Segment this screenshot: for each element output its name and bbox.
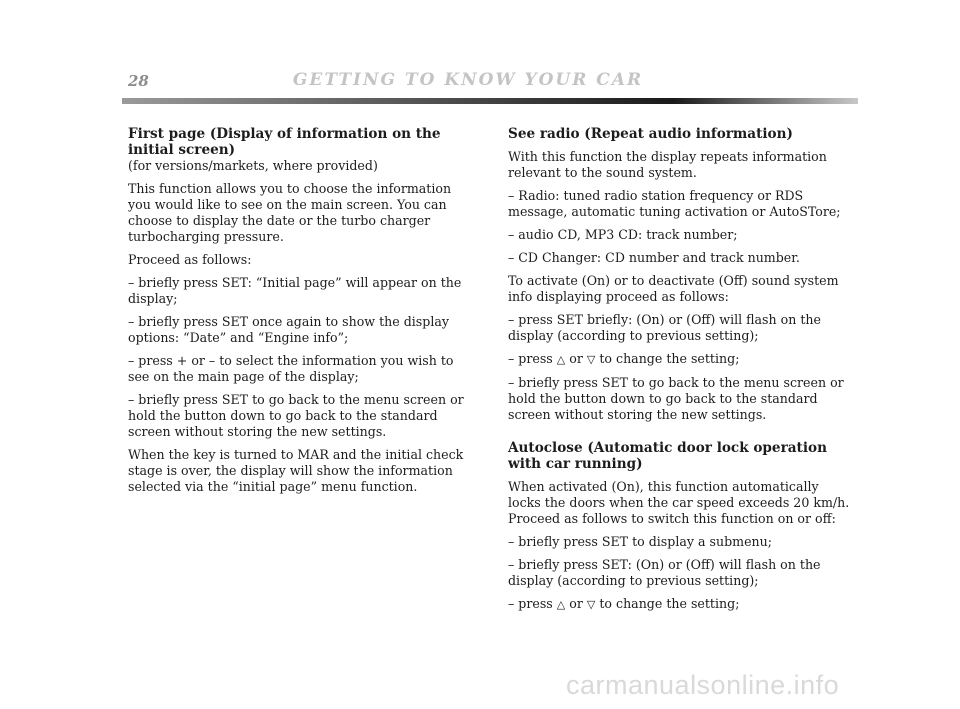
list-item: – briefly press SET to display a submenu; (508, 534, 772, 549)
section-gap (508, 430, 852, 440)
watermark-text: carmanualsonline.info (566, 670, 840, 700)
press-suffix: to change the setting; (599, 351, 740, 366)
up-triangle-icon: △ (556, 598, 566, 611)
press-prefix: – press (508, 351, 553, 366)
paragraph: With this function the display repeats information relevant to the sound system. (508, 149, 827, 180)
paragraph: When the key is turned to MAR and the initial check stage is over, the display will show the information selected via the “initial page” menu function. (128, 447, 464, 494)
paragraph: Proceed as follows to switch this function on or off: (508, 511, 836, 526)
heading-gap (508, 472, 852, 479)
or-word: or (569, 596, 583, 611)
list-item: – press + or – to select the information you wish to see on the main page of the display; (128, 353, 454, 384)
left-column (128, 126, 472, 502)
paragraph: This function allows you to choose the information you would like to see on the main screen. You can choose to display the date or the turbo charger turbocharging pressure. (128, 181, 452, 244)
list-item: – Radio: tuned radio station frequency or RDS message, automatic tuning activation or AutoSTore; (508, 188, 841, 219)
list-item: – briefly press SET: (On) or (Off) will flash on the display (according to previous setting); (508, 557, 821, 588)
or-word: or (569, 351, 583, 366)
up-triangle-icon: △ (556, 353, 566, 366)
section-heading-autoclose: Autoclose (Automatic door lock operation with car running) (508, 440, 827, 472)
down-triangle-icon: ▽ (586, 353, 596, 366)
list-item-press-arrows (508, 351, 852, 368)
list-item: – briefly press SET to go back to the menu screen or hold the button down to go back to the standard screen without storing the new settings. (128, 392, 464, 439)
section-subheading: (for versions/markets, where provided) (128, 158, 378, 173)
paragraph: To activate (On) or to deactivate (Off) sound system info displaying proceed as follows: (508, 273, 839, 304)
page-number: 28 (128, 72, 149, 90)
section-heading-first-page: First page (Display of information on the initial screen) (128, 126, 441, 158)
list-item: – press SET briefly: (On) or (Off) will flash on the display (according to previous setting); (508, 312, 821, 343)
list-item: – CD Changer: CD number and track number. (508, 250, 800, 265)
list-item: – audio CD, MP3 CD: track number; (508, 227, 738, 242)
press-prefix: – press (508, 596, 553, 611)
section-heading-see-radio: See radio (Repeat audio information) (508, 126, 793, 142)
right-column (508, 126, 852, 620)
list-item-press-arrows (508, 596, 852, 613)
list-item: – briefly press SET to go back to the menu screen or hold the button down to go back to the standard screen without storing the new settings. (508, 375, 844, 422)
paragraph: Proceed as follows: (128, 252, 252, 267)
list-item: – briefly press SET once again to show the display options: “Date” and “Engine info”; (128, 314, 449, 345)
running-header: GETTING TO KNOW YOUR CAR (292, 70, 644, 90)
header-rule (122, 98, 858, 104)
paragraph: When activated (On), this function automatically locks the doors when the car speed exceeds 20 km/h. (508, 479, 850, 510)
down-triangle-icon: ▽ (586, 598, 596, 611)
list-item: – briefly press SET: “Initial page” will appear on the display; (128, 275, 462, 306)
press-suffix: to change the setting; (599, 596, 740, 611)
